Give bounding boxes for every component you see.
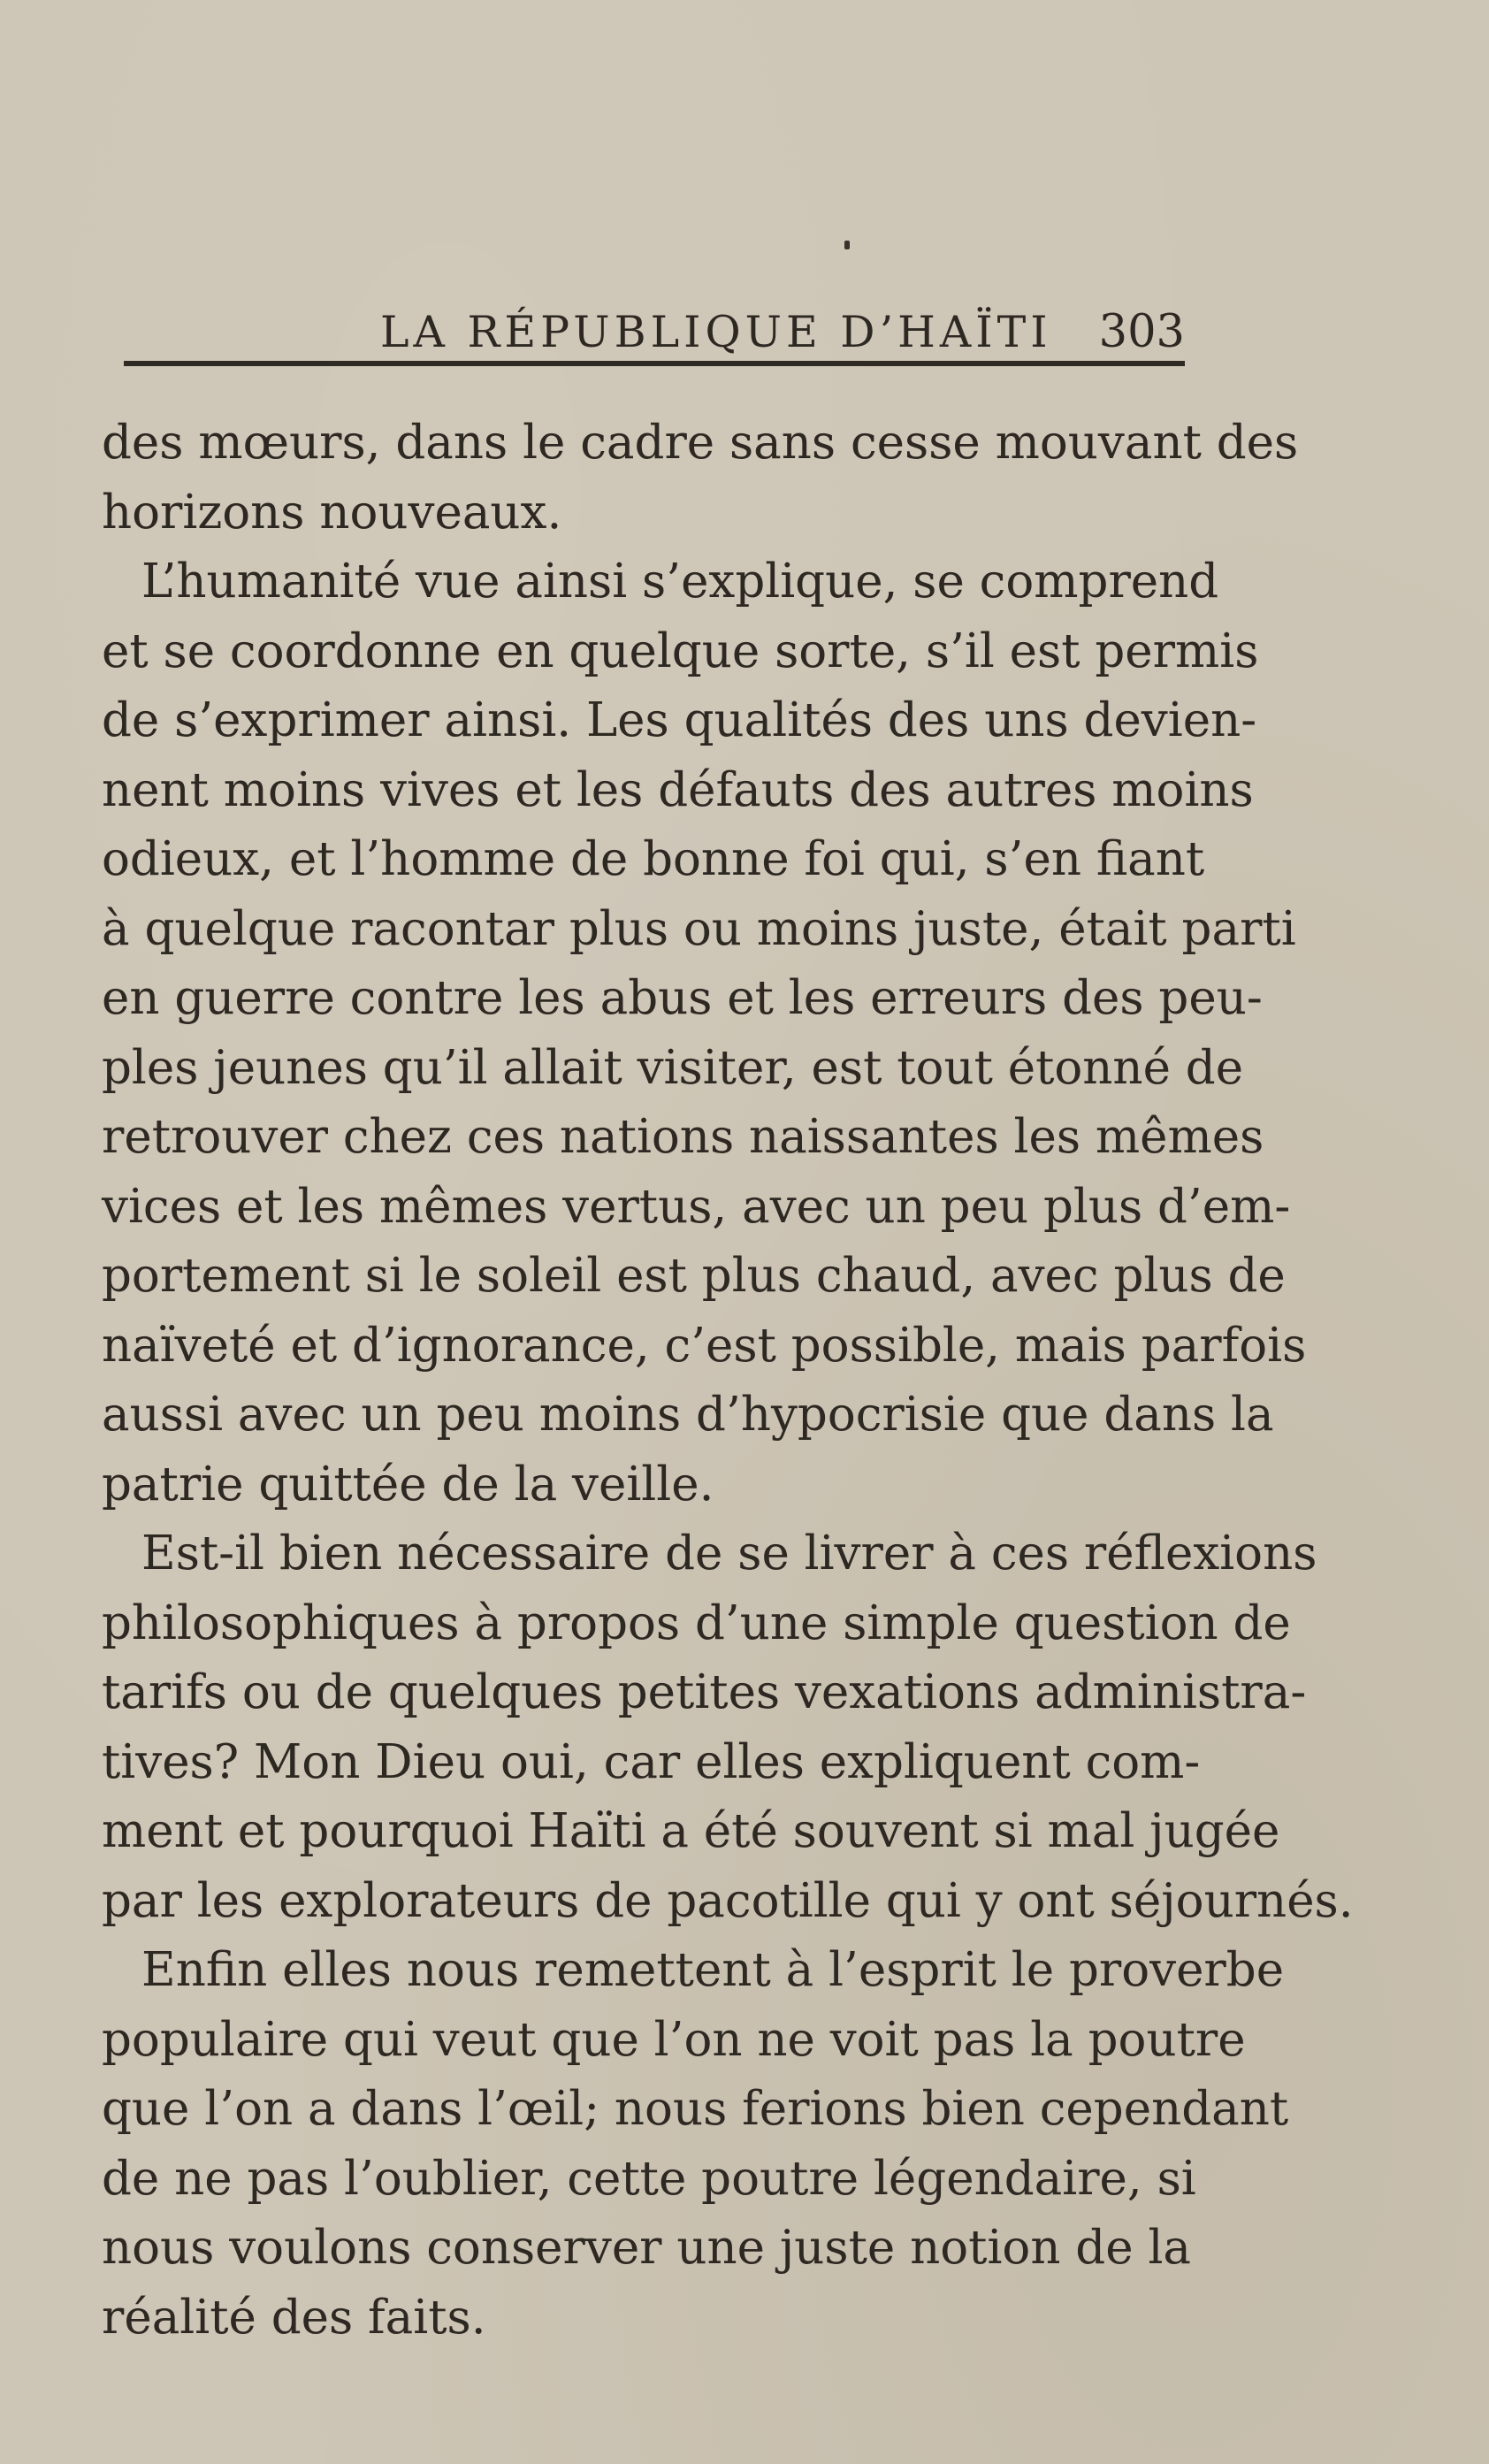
text-line: odieux, et l’homme de bonne foi qui, s’en fiant: [102, 832, 1205, 886]
print-speck: [844, 241, 850, 249]
text-line: portement si le soleil est plus chaud, avec plus de: [102, 1249, 1286, 1303]
text-line: Enfin elles nous remettent à l’esprit le proverbe: [141, 1943, 1285, 1997]
text-line: populaire qui veut que l’on ne voit pas la poutre: [102, 2012, 1246, 2067]
text-line: ples jeunes qu’il allait visiter, est tout étonné de: [102, 1040, 1244, 1095]
text-line: et se coordonne en quelque sorte, s’il est permis: [102, 624, 1259, 678]
text-line: aussi avec un peu moins d’hypocrisie que dans la: [102, 1388, 1274, 1442]
page-header: [115, 301, 1185, 364]
text-line: ment et pourquoi Haïti a été souvent si mal jugée: [102, 1804, 1280, 1858]
text-line: retrouver chez ces nations naissantes les mêmes: [102, 1110, 1264, 1164]
text-line: à quelque racontar plus ou moins juste, était parti: [102, 901, 1296, 956]
text-line: vices et les mêmes vertus, avec un peu plus d’em-: [102, 1179, 1291, 1234]
text-line: de ne pas l’oublier, cette poutre légendaire, si: [102, 2151, 1196, 2206]
text-line: Est-il bien nécessaire de se livrer à ces réflexions: [141, 1527, 1317, 1580]
text-line: horizons nouveaux.: [102, 485, 562, 539]
text-line: nous voulons conserver une juste notion de la: [102, 2221, 1191, 2275]
header-rule: [124, 361, 1185, 366]
text-line: tives? Mon Dieu oui, car elles expliquent com-: [102, 1734, 1201, 1789]
text-line: réalité des faits.: [102, 2290, 486, 2345]
page-number: 303: [1098, 306, 1185, 358]
text-line: par les explorateurs de pacotille qui y ont séjournés.: [102, 1873, 1354, 1928]
text-line: des mœurs, dans le cadre sans cesse mouvant des: [102, 416, 1299, 470]
text-line: philosophiques à propos d’une simple question de: [102, 1595, 1291, 1650]
running-title: LA RÉPUBLIQUE D’HAÏTI: [380, 307, 1052, 357]
text-line: patrie quittée de la veille.: [102, 1457, 714, 1511]
text-line: en guerre contre les abus et les erreurs des peu-: [102, 971, 1263, 1025]
text-line: L’humanité vue ainsi s’explique, se comprend: [141, 555, 1219, 608]
text-line: de s’exprimer ainsi. Les qualités des uns devien-: [102, 693, 1257, 747]
text-line: nent moins vives et les défauts des autres moins: [102, 762, 1254, 817]
text-line: naïveté et d’ignorance, c’est possible, mais parfois: [102, 1318, 1307, 1373]
text-line: tarifs ou de quelques petites vexations administra-: [102, 1665, 1307, 1719]
body-text: [102, 409, 1354, 2353]
text-line: que l’on a dans l’œil; nous ferions bien cependant: [102, 2082, 1289, 2136]
